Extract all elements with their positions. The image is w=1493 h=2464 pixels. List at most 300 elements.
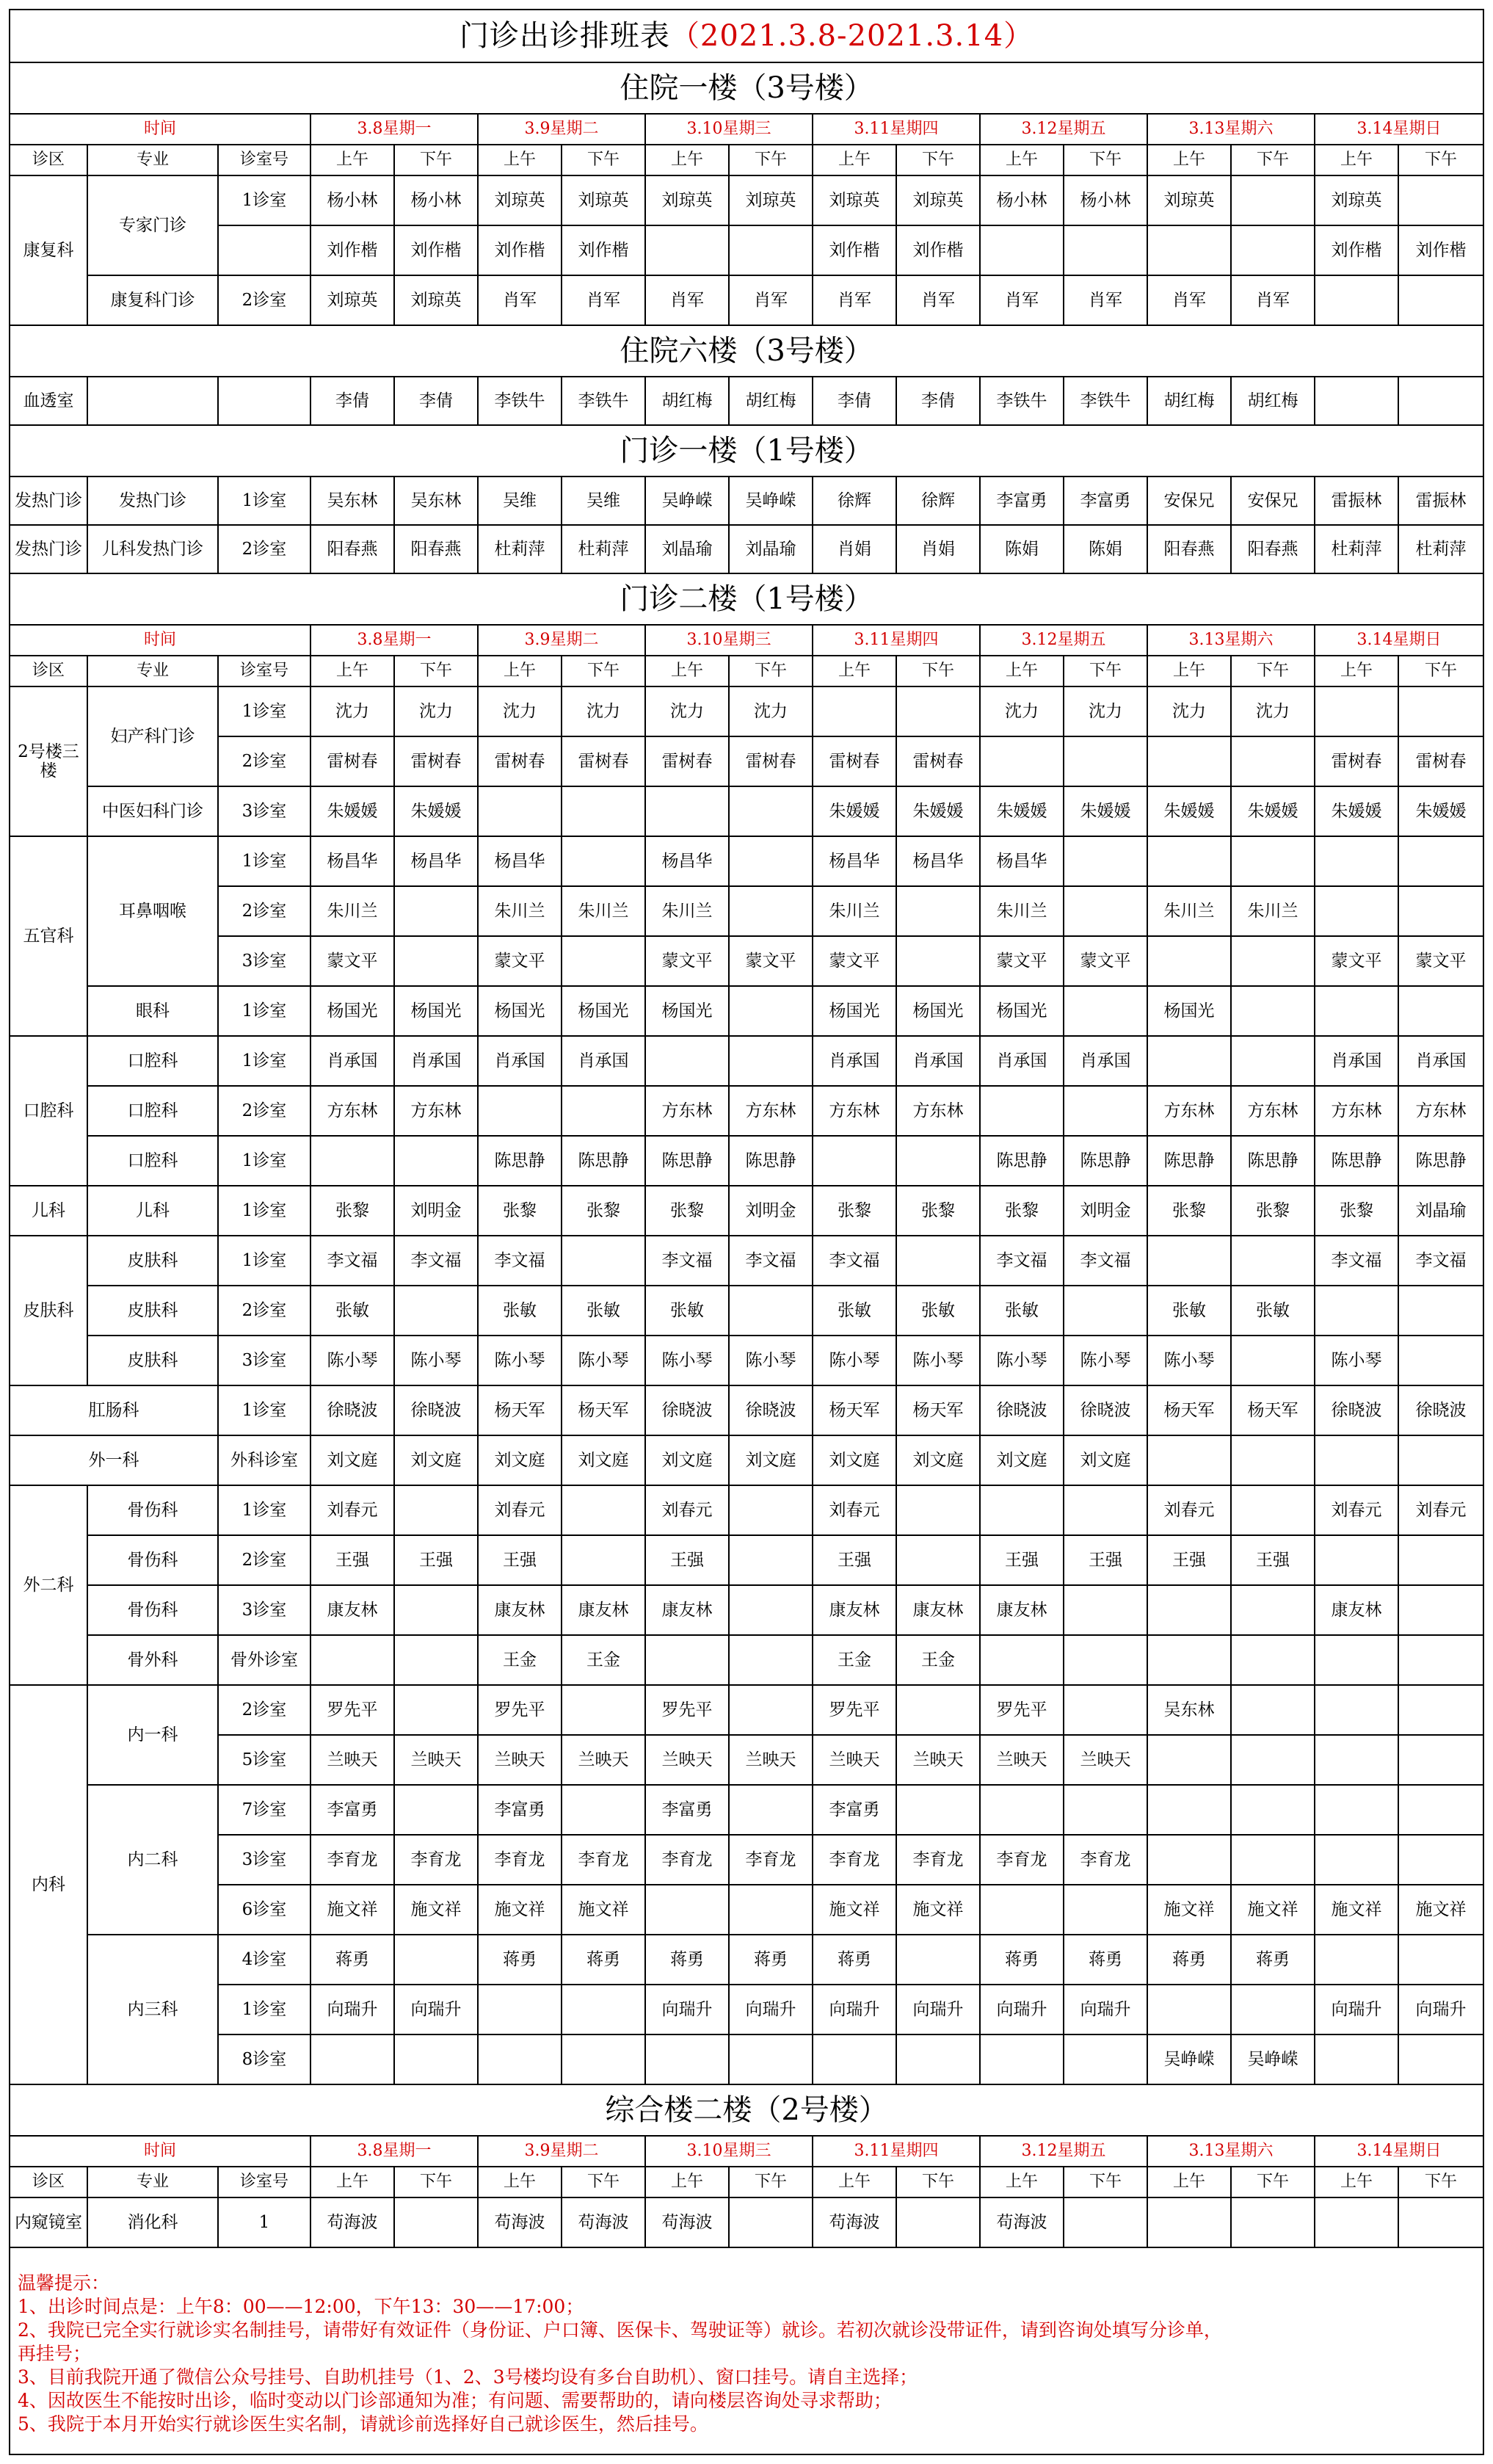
- pm-header: 下午: [394, 656, 478, 686]
- doctor-cell: 张敏: [813, 1286, 896, 1336]
- doctor-cell: [896, 1935, 980, 1985]
- doctor-cell: 蒋勇: [645, 1935, 729, 1985]
- schedule-row: [10, 275, 1483, 325]
- doctor-cell: 张敏: [980, 1286, 1064, 1336]
- doctor-cell: [1398, 175, 1483, 225]
- doctor-cell: [729, 1286, 813, 1336]
- note-line: 5、我院于本月开始实行就诊医生实名制，请就诊前选择好自己就诊医生，然后挂号。: [18, 2413, 708, 2435]
- doctor-cell: 陈小琴: [896, 1336, 980, 1385]
- area-header: 诊区: [10, 145, 87, 175]
- doctor-cell: 方东林: [1147, 1086, 1231, 1136]
- schedule-row: [10, 1735, 1483, 1785]
- header-sub-row: [10, 145, 1483, 175]
- pm-header: 下午: [729, 2167, 813, 2197]
- room-cell: 1诊室: [218, 686, 310, 736]
- doctor-cell: [394, 2034, 478, 2084]
- doctor-cell: 李育龙: [562, 1835, 645, 1885]
- doctor-cell: 李富勇: [478, 1785, 562, 1835]
- room-cell: 7诊室: [218, 1785, 310, 1835]
- time-header: 时间: [10, 625, 310, 656]
- doctor-cell: [1147, 936, 1231, 986]
- doctor-cell: [980, 225, 1064, 275]
- doctor-cell: 李文福: [394, 1236, 478, 1286]
- doctor-cell: 杨昌华: [310, 836, 394, 886]
- doctor-cell: 刘春元: [310, 1485, 394, 1535]
- doctor-cell: 肖军: [562, 275, 645, 325]
- doctor-cell: 施文祥: [1231, 1885, 1315, 1935]
- major-cell: 中医妇科门诊: [87, 786, 218, 836]
- doctor-cell: 向瑞升: [729, 1985, 813, 2034]
- doctor-cell: 徐晓波: [645, 1385, 729, 1435]
- doctor-cell: [813, 2034, 896, 2084]
- doctor-cell: 刘明金: [729, 1186, 813, 1236]
- pm-header: 下午: [896, 2167, 980, 2197]
- doctor-cell: 蒋勇: [562, 1935, 645, 1985]
- doctor-cell: 刘作楷: [394, 225, 478, 275]
- doctor-cell: 雷树春: [1398, 736, 1483, 786]
- doctor-cell: 吴峥嵘: [729, 477, 813, 525]
- doctor-cell: [1398, 1935, 1483, 1985]
- doctor-cell: 刘文庭: [310, 1435, 394, 1485]
- day-header: 3.12星期五: [980, 114, 1147, 145]
- doctor-cell: 陈小琴: [394, 1336, 478, 1385]
- doctor-cell: [562, 1086, 645, 1136]
- doctor-cell: [1231, 1685, 1315, 1735]
- doctor-cell: 兰映天: [813, 1735, 896, 1785]
- doctor-cell: 沈力: [1064, 686, 1147, 736]
- schedule-row: [10, 1236, 1483, 1286]
- doctor-cell: 刘春元: [645, 1485, 729, 1535]
- major-cell: 皮肤科: [87, 1236, 218, 1286]
- doctor-cell: 朱川兰: [980, 886, 1064, 936]
- pm-header: 下午: [562, 656, 645, 686]
- doctor-cell: 朱媛媛: [1315, 786, 1398, 836]
- pm-header: 下午: [1064, 145, 1147, 175]
- doctor-cell: [478, 2034, 562, 2084]
- pm-header: 下午: [1231, 656, 1315, 686]
- doctor-cell: 雷振林: [1398, 477, 1483, 525]
- room-cell: 2诊室: [218, 1535, 310, 1585]
- schedule-row: [10, 2197, 1483, 2247]
- doctor-cell: [394, 1485, 478, 1535]
- doctor-cell: 张黎: [1231, 1186, 1315, 1236]
- doctor-cell: 杨国光: [896, 986, 980, 1036]
- doctor-cell: 王金: [562, 1635, 645, 1685]
- doctor-cell: 王金: [478, 1635, 562, 1685]
- doctor-cell: [896, 1136, 980, 1186]
- doctor-cell: 刘晶瑜: [729, 525, 813, 573]
- doctor-cell: [1147, 1435, 1231, 1485]
- section-title: 门诊一楼（1号楼）: [10, 425, 1483, 477]
- room-cell: 1诊室: [218, 477, 310, 525]
- am-header: 上午: [310, 2167, 394, 2197]
- doctor-cell: 李文福: [813, 1236, 896, 1286]
- doctor-cell: [1064, 2197, 1147, 2247]
- doctor-cell: 肖军: [1147, 275, 1231, 325]
- doctor-cell: [729, 1635, 813, 1685]
- doctor-cell: 阳春燕: [394, 525, 478, 573]
- doctor-cell: 刘文庭: [729, 1435, 813, 1485]
- doctor-cell: 兰映天: [896, 1735, 980, 1785]
- doctor-cell: [1147, 1785, 1231, 1835]
- major-cell: 儿科发热门诊: [87, 525, 218, 573]
- doctor-cell: 蒙文平: [478, 936, 562, 986]
- doctor-cell: [980, 736, 1064, 786]
- doctor-cell: [980, 1785, 1064, 1835]
- pm-header: 下午: [394, 145, 478, 175]
- major-header: 专业: [87, 656, 218, 686]
- doctor-cell: [478, 1086, 562, 1136]
- doctor-cell: 李文福: [478, 1236, 562, 1286]
- doctor-cell: 安保兄: [1147, 477, 1231, 525]
- doctor-cell: 杨国光: [394, 986, 478, 1036]
- am-header: 上午: [478, 2167, 562, 2197]
- doctor-cell: 肖承国: [562, 1036, 645, 1086]
- header-sub-row: [10, 656, 1483, 686]
- doctor-cell: [562, 1985, 645, 2034]
- am-header: 上午: [813, 145, 896, 175]
- doctor-cell: 苟海波: [813, 2197, 896, 2247]
- doctor-cell: 雷树春: [478, 736, 562, 786]
- am-header: 上午: [478, 145, 562, 175]
- doctor-cell: [1315, 986, 1398, 1036]
- doctor-cell: 李富勇: [1064, 477, 1147, 525]
- area-cell: 儿科: [10, 1186, 87, 1236]
- major-cell: 骨伤科: [87, 1485, 218, 1535]
- doctor-cell: 康友林: [478, 1585, 562, 1635]
- room-cell: 骨外诊室: [218, 1635, 310, 1685]
- doctor-cell: 胡红梅: [1231, 377, 1315, 425]
- doctor-cell: 蒋勇: [980, 1935, 1064, 1985]
- doctor-cell: 施文祥: [1398, 1885, 1483, 1935]
- doctor-cell: 朱媛媛: [1231, 786, 1315, 836]
- doctor-cell: 蒙文平: [980, 936, 1064, 986]
- pm-header: 下午: [896, 145, 980, 175]
- doctor-cell: 兰映天: [980, 1735, 1064, 1785]
- doctor-cell: 李文福: [1398, 1236, 1483, 1286]
- pm-header: 下午: [1231, 145, 1315, 175]
- doctor-cell: 朱川兰: [478, 886, 562, 936]
- doctor-cell: 杨昌华: [896, 836, 980, 886]
- major-cell: 骨外科: [87, 1635, 218, 1685]
- doctor-cell: 向瑞升: [310, 1985, 394, 2034]
- doctor-cell: [1064, 2034, 1147, 2084]
- doctor-cell: 刘琼英: [1147, 175, 1231, 225]
- major-cell: 内二科: [87, 1785, 218, 1935]
- doctor-cell: 肖承国: [310, 1036, 394, 1086]
- doctor-cell: 刘琼英: [1315, 175, 1398, 225]
- doctor-cell: 刘琼英: [478, 175, 562, 225]
- room-cell: 1: [218, 2197, 310, 2247]
- am-header: 上午: [980, 145, 1064, 175]
- doctor-cell: 肖承国: [1315, 1036, 1398, 1086]
- doctor-cell: [1315, 377, 1398, 425]
- doctor-cell: 朱媛媛: [896, 786, 980, 836]
- doctor-cell: [980, 1885, 1064, 1935]
- doctor-cell: 胡红梅: [729, 377, 813, 425]
- doctor-cell: [645, 2034, 729, 2084]
- schedule-row: [10, 377, 1483, 425]
- doctor-cell: [1064, 1086, 1147, 1136]
- room-cell: 4诊室: [218, 1935, 310, 1985]
- doctor-cell: 方东林: [1398, 1086, 1483, 1136]
- area-cell: 发热门诊: [10, 525, 87, 573]
- doctor-cell: [1064, 1286, 1147, 1336]
- am-header: 上午: [813, 656, 896, 686]
- doctor-cell: 陈娟: [1064, 525, 1147, 573]
- room-cell: 1诊室: [218, 1036, 310, 1086]
- doctor-cell: [1147, 736, 1231, 786]
- doctor-cell: 杨小林: [980, 175, 1064, 225]
- day-header: 3.14星期日: [1315, 2136, 1483, 2167]
- doctor-cell: 方东林: [813, 1086, 896, 1136]
- doctor-cell: 刘明金: [394, 1186, 478, 1236]
- doctor-cell: 杨天军: [896, 1385, 980, 1435]
- day-header: 3.11星期四: [813, 2136, 980, 2167]
- room-cell: 3诊室: [218, 786, 310, 836]
- day-header: 3.11星期四: [813, 625, 980, 656]
- schedule-row: [10, 1635, 1483, 1685]
- doctor-cell: [896, 1685, 980, 1735]
- doctor-cell: 朱川兰: [1231, 886, 1315, 936]
- section-title: 住院一楼（3号楼）: [10, 62, 1483, 114]
- schedule-row: [10, 786, 1483, 836]
- doctor-cell: 朱媛媛: [980, 786, 1064, 836]
- doctor-cell: 蒙文平: [1398, 936, 1483, 986]
- schedule-row: [10, 686, 1483, 736]
- doctor-cell: 王强: [645, 1535, 729, 1585]
- doctor-cell: 施文祥: [310, 1885, 394, 1935]
- doctor-cell: 肖军: [478, 275, 562, 325]
- doctor-cell: [394, 886, 478, 936]
- doctor-cell: [1147, 1735, 1231, 1785]
- doctor-cell: 李富勇: [645, 1785, 729, 1835]
- doctor-cell: 方东林: [645, 1086, 729, 1136]
- doctor-cell: [1231, 1735, 1315, 1785]
- section-row: [10, 2084, 1483, 2136]
- doctor-cell: [729, 986, 813, 1036]
- doctor-cell: 李育龙: [478, 1835, 562, 1885]
- room-cell: 3诊室: [218, 1835, 310, 1885]
- doctor-cell: 向瑞升: [896, 1985, 980, 2034]
- doctor-cell: [310, 1136, 394, 1186]
- doctor-cell: 苟海波: [310, 2197, 394, 2247]
- doctor-cell: 沈力: [394, 686, 478, 736]
- doctor-cell: [645, 1885, 729, 1935]
- note-line: 2、我院已完全实行就诊实名制挂号，请带好有效证件（身份证、户口簿、医保卡、驾驶证等）就诊。若初次就诊没带证件，请到咨询处填写分诊单，: [18, 2319, 1222, 2341]
- doctor-cell: 苟海波: [562, 2197, 645, 2247]
- doctor-cell: 刘明金: [1064, 1186, 1147, 1236]
- day-header: 3.9星期二: [478, 2136, 645, 2167]
- doctor-cell: 苟海波: [645, 2197, 729, 2247]
- doctor-cell: 杨昌华: [980, 836, 1064, 886]
- doctor-cell: 肖军: [729, 275, 813, 325]
- doctor-cell: 李铁牛: [562, 377, 645, 425]
- doctor-cell: 雷树春: [896, 736, 980, 786]
- doctor-cell: [1147, 225, 1231, 275]
- doctor-cell: 吴峥嵘: [1231, 2034, 1315, 2084]
- doctor-cell: 徐晓波: [394, 1385, 478, 1435]
- doctor-cell: 陈思静: [562, 1136, 645, 1186]
- doctor-cell: 兰映天: [1064, 1735, 1147, 1785]
- doctor-cell: 方东林: [1231, 1086, 1315, 1136]
- doctor-cell: 刘作楷: [813, 225, 896, 275]
- doctor-cell: [1231, 1985, 1315, 2034]
- section-row: [10, 325, 1483, 377]
- room-cell: 1诊室: [218, 986, 310, 1036]
- schedule-row: [10, 986, 1483, 1036]
- doctor-cell: 陈思静: [980, 1136, 1064, 1186]
- room-cell: [218, 225, 310, 275]
- doctor-cell: [1231, 736, 1315, 786]
- doctor-cell: [729, 786, 813, 836]
- doctor-cell: [1147, 1585, 1231, 1635]
- doctor-cell: [1231, 1635, 1315, 1685]
- doctor-cell: 陈思静: [1231, 1136, 1315, 1186]
- doctor-cell: 陈娟: [980, 525, 1064, 573]
- doctor-cell: [1147, 1835, 1231, 1885]
- doctor-cell: [1231, 836, 1315, 886]
- doctor-cell: [1064, 1585, 1147, 1635]
- doctor-cell: 吴维: [562, 477, 645, 525]
- doctor-cell: [1231, 936, 1315, 986]
- am-header: 上午: [1147, 656, 1231, 686]
- doctor-cell: 肖承国: [478, 1036, 562, 1086]
- doctor-cell: [394, 1286, 478, 1336]
- doctor-cell: [896, 936, 980, 986]
- doctor-cell: 蒙文平: [310, 936, 394, 986]
- doctor-cell: 杨国光: [980, 986, 1064, 1036]
- doctor-cell: 肖军: [813, 275, 896, 325]
- room-cell: 1诊室: [218, 1136, 310, 1186]
- schedule-row: [10, 1435, 1483, 1485]
- day-header: 3.14星期日: [1315, 625, 1483, 656]
- doctor-cell: 刘文庭: [813, 1435, 896, 1485]
- doctor-cell: [394, 1585, 478, 1635]
- doctor-cell: 向瑞升: [1315, 1985, 1398, 2034]
- doctor-cell: [896, 686, 980, 736]
- doctor-cell: 肖军: [1231, 275, 1315, 325]
- doctor-cell: [729, 2034, 813, 2084]
- doctor-cell: 阳春燕: [1147, 525, 1231, 573]
- doctor-cell: 兰映天: [562, 1735, 645, 1785]
- doctor-cell: 陈小琴: [1315, 1336, 1398, 1385]
- doctor-cell: [1398, 1735, 1483, 1785]
- schedule-row: [10, 1585, 1483, 1635]
- doctor-cell: 杜莉萍: [478, 525, 562, 573]
- major-cell: 儿科: [87, 1186, 218, 1236]
- doctor-cell: 朱川兰: [562, 886, 645, 936]
- day-header: 3.9星期二: [478, 114, 645, 145]
- schedule-row: [10, 2034, 1483, 2084]
- major-cell: 口腔科: [87, 1086, 218, 1136]
- area-cell: 外一科: [10, 1435, 218, 1485]
- doctor-cell: [562, 936, 645, 986]
- doctor-cell: 陈思静: [478, 1136, 562, 1186]
- pm-header: 下午: [562, 145, 645, 175]
- doctor-cell: 张黎: [645, 1186, 729, 1236]
- doctor-cell: 杜莉萍: [562, 525, 645, 573]
- doctor-cell: [1315, 2197, 1398, 2247]
- am-header: 上午: [645, 656, 729, 686]
- doctor-cell: 肖承国: [1398, 1036, 1483, 1086]
- doctor-cell: [729, 225, 813, 275]
- doctor-cell: [1064, 836, 1147, 886]
- doctor-cell: 刘春元: [1398, 1485, 1483, 1535]
- doctor-cell: 雷树春: [729, 736, 813, 786]
- doctor-cell: 吴峥嵘: [645, 477, 729, 525]
- doctor-cell: 徐晓波: [1315, 1385, 1398, 1435]
- doctor-cell: 胡红梅: [1147, 377, 1231, 425]
- doctor-cell: 刘文庭: [1064, 1435, 1147, 1485]
- doctor-cell: 朱川兰: [310, 886, 394, 936]
- doctor-cell: 刘作楷: [896, 225, 980, 275]
- doctor-cell: [645, 1635, 729, 1685]
- room-cell: 1诊室: [218, 1385, 310, 1435]
- doctor-cell: 杨小林: [394, 175, 478, 225]
- am-header: 上午: [1315, 2167, 1398, 2197]
- doctor-cell: 刘琼英: [562, 175, 645, 225]
- schedule-row: [10, 1985, 1483, 2034]
- doctor-cell: [1231, 175, 1315, 225]
- room-cell: 2诊室: [218, 886, 310, 936]
- section-row: [10, 425, 1483, 477]
- doctor-cell: 雷树春: [562, 736, 645, 786]
- pm-header: 下午: [562, 2167, 645, 2197]
- doctor-cell: [562, 786, 645, 836]
- doctor-cell: [729, 1585, 813, 1635]
- am-header: 上午: [478, 656, 562, 686]
- pm-header: 下午: [729, 145, 813, 175]
- major-cell: 眼科: [87, 986, 218, 1036]
- doctor-cell: [645, 786, 729, 836]
- schedule-row: [10, 1336, 1483, 1385]
- major-cell: 发热门诊: [87, 477, 218, 525]
- area-cell: 皮肤科: [10, 1236, 87, 1385]
- day-header: 3.9星期二: [478, 625, 645, 656]
- doctor-cell: [729, 886, 813, 936]
- section-title: 门诊二楼（1号楼）: [10, 573, 1483, 625]
- doctor-cell: 张黎: [1147, 1186, 1231, 1236]
- doctor-cell: 张敏: [1147, 1286, 1231, 1336]
- doctor-cell: 施文祥: [813, 1885, 896, 1935]
- doctor-cell: 蒋勇: [310, 1935, 394, 1985]
- header-days-row: [10, 625, 1483, 656]
- doctor-cell: 沈力: [1231, 686, 1315, 736]
- doctor-cell: [1315, 1935, 1398, 1985]
- doctor-cell: [1231, 2197, 1315, 2247]
- doctor-cell: [1231, 1036, 1315, 1086]
- doctor-cell: 李育龙: [310, 1835, 394, 1885]
- doctor-cell: 李文福: [729, 1236, 813, 1286]
- doctor-cell: 杨国光: [310, 986, 394, 1036]
- doctor-cell: 陈小琴: [813, 1336, 896, 1385]
- doctor-cell: 张黎: [562, 1186, 645, 1236]
- am-header: 上午: [1315, 145, 1398, 175]
- doctor-cell: 刘作楷: [1398, 225, 1483, 275]
- doctor-cell: [1398, 986, 1483, 1036]
- doctor-cell: [1231, 1835, 1315, 1885]
- doctor-cell: 沈力: [1147, 686, 1231, 736]
- major-cell: 内三科: [87, 1935, 218, 2084]
- doctor-cell: 刘晶瑜: [1398, 1186, 1483, 1236]
- doctor-cell: 康友林: [980, 1585, 1064, 1635]
- doctor-cell: 张黎: [980, 1186, 1064, 1236]
- doctor-cell: 朱川兰: [813, 886, 896, 936]
- notes-box: [9, 2248, 1484, 2455]
- doctor-cell: 杨国光: [1147, 986, 1231, 1036]
- doctor-cell: 李文福: [1064, 1236, 1147, 1286]
